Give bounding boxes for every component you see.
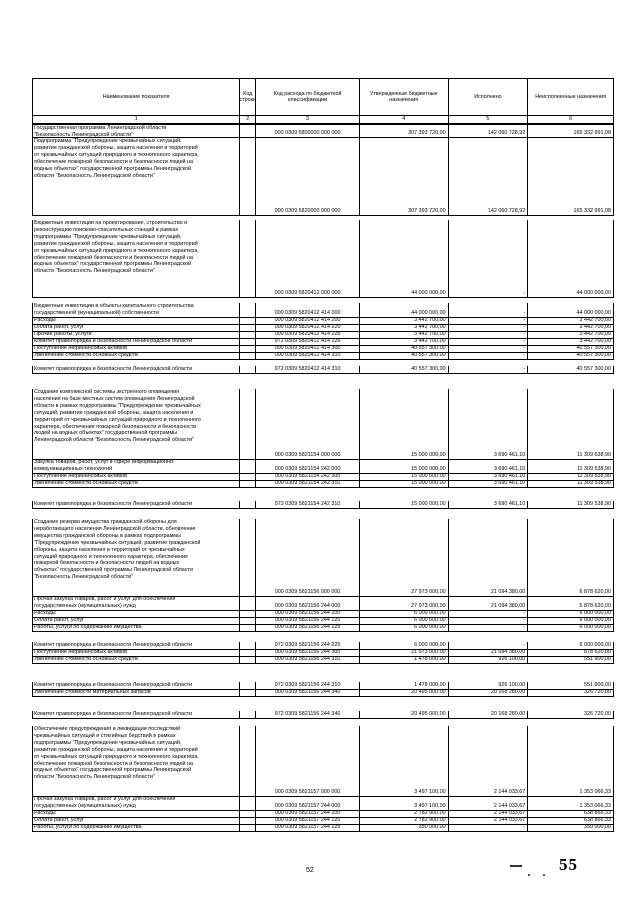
column-number: 4 <box>360 116 449 123</box>
row-budget-code: 000 0309 5821156 244 300 <box>256 649 360 656</box>
row-line-code <box>240 610 256 617</box>
row-approved: 6 000 000,00 <box>360 610 449 617</box>
table-row <box>32 303 614 318</box>
table-row <box>32 501 614 509</box>
row-budget-code: 972 0309 5821156 244 310 <box>256 682 360 689</box>
row-unexecuted: 11 309 538,90 <box>576 452 612 459</box>
row-approved: 3 497 100,00 <box>360 796 449 810</box>
row-unexecuted: 6 000 000,00 <box>579 642 612 649</box>
row-name: Расходы <box>33 610 240 617</box>
row-approved: 21 973 000,00 <box>360 649 449 656</box>
row-executed: 2 144 033,67 <box>449 817 529 824</box>
row-executed: 926 100,00 <box>449 682 529 689</box>
row-line-code <box>240 459 256 473</box>
row-approved: 27 973 000,00 <box>360 519 449 596</box>
row-name: Создание резерва имущества гражданской обороны для неработающего населения Ленинградской области, обновление имущества гражданской обороны в рамках подпрограммы "Предупреждение чрезвычайных ситуаций, развитие гражданской обороны, защита населения и территорий от чрезвычайных ситуаций природного и техногенного характера, обеспечение пожарной безопасности и безопасности людей на водных объектах" государственной программы Ленинградской области "Безопасность Ленинградской области" <box>33 519 240 596</box>
row-budget-code: 000 0309 5821156 244 000 <box>256 596 360 610</box>
row-approved: 3 442 700,00 <box>360 324 449 331</box>
row-executed: 3 690 461,10 <box>449 501 529 508</box>
table-row <box>32 389 614 460</box>
row-line-code <box>240 303 256 317</box>
row-executed: 3 690 461,10 <box>449 459 529 473</box>
row-approved: 307 393 720,00 <box>360 138 449 215</box>
row-executed: 142 060 728,92 <box>449 138 529 215</box>
row-line-code <box>240 138 256 215</box>
row-budget-code: 000 0309 5821157 244 225 <box>256 824 360 831</box>
row-budget-code: 972 0309 5820412 414 310 <box>256 366 360 373</box>
row-executed: 142 060 728,92 <box>449 125 529 137</box>
column-number: 3 <box>256 116 360 123</box>
row-unexecuted: 11 309 538,90 <box>576 466 612 473</box>
row-line-code <box>240 220 256 297</box>
row-budget-code: 000 0309 5821154 242 000 <box>256 459 360 473</box>
row-name: Поступление нефинансовых активов <box>33 649 240 656</box>
row-unexecuted: 551 900,00 <box>584 682 612 689</box>
header-budget-code: Код расхода по бюджетной классификации <box>256 79 360 115</box>
row-unexecuted: 326 720,00 <box>584 711 612 718</box>
column-number: 1 <box>33 116 240 123</box>
row-unexecuted: 11 309 538,90 <box>576 501 612 508</box>
row-budget-code: 000 0309 5821154 242 300 <box>256 473 360 480</box>
row-name: Бюджетные инвестиции на проектирование, строительство и реконструкцию поисково-спасательных станций в рамках подпрограммы "Предупреждение чрезвычайных ситуаций, развитие гражданской обороны, защита населения и территорий от чрезвычайных ситуаций природного и техногенного характера, обеспечение пожарной безопасности и безопасности людей на водных объектах" государственной программы Ленинградской области "Безопасность Ленинградской области" <box>33 220 240 297</box>
row-unexecuted: 3 442 700,00 <box>579 331 612 338</box>
row-name: Увеличение стоимости основных средств <box>33 352 240 359</box>
row-name: Подпрограмма "Предупреждение чрезвычайных ситуаций, развитие гражданской обороны, защита населения и территорий от чрезвычайных ситуаций природного и техногенного характера, обеспечение пожарной безопасности и безопасности людей на водных объектах" государственной программы Ленинградской области "Безопасность Ленинградской области" <box>33 138 240 215</box>
row-budget-code: 000 0309 5821156 244 200 <box>256 610 360 617</box>
row-budget-code: 000 0309 5821156 000 000 <box>256 519 360 596</box>
row-line-code <box>240 501 256 508</box>
row-name: Поступление нефинансовых активов <box>33 473 240 480</box>
row-executed: 2 144 033,67 <box>449 796 529 810</box>
row-line-code <box>240 711 256 718</box>
table-row <box>32 624 614 632</box>
row-unexecuted: 3 442 700,00 <box>579 324 612 331</box>
row-name: Расходы <box>33 810 240 817</box>
row-executed: - <box>449 331 529 338</box>
row-name: Комитет правопорядка и безопасности Ленинградской области <box>33 682 240 689</box>
row-approved: 1 478 000,00 <box>360 682 449 689</box>
row-unexecuted: 3 442 700,00 <box>579 338 612 345</box>
row-line-code <box>240 596 256 610</box>
row-executed: - <box>449 352 529 359</box>
row-budget-code: 000 0309 5800000 000 000 <box>256 125 360 137</box>
row-approved: 15 000 000,00 <box>360 480 449 487</box>
row-name: Бюджетные инвестиции в объекты капитального строительства государственной (муниципальной) собственности <box>33 303 240 317</box>
row-name: Комитет правопорядка и безопасности Ленинградской области <box>33 366 240 373</box>
row-unexecuted: 638 866,33 <box>584 817 612 824</box>
row-unexecuted: 44 000 000,00 <box>576 290 612 297</box>
table-row <box>32 352 614 360</box>
header-indicator-name: Наименование показателя <box>33 79 240 115</box>
row-executed: 21 094 380,00 <box>449 519 529 596</box>
row-line-code <box>240 642 256 649</box>
row-line-code <box>240 352 256 359</box>
row-name: Прочая закупка товаров, работ и услуг для обеспечения государственных (муниципальных) нужд <box>33 796 240 810</box>
row-name: Государственная программа Ленинградской области "Безопасность Ленинградской области" <box>33 125 240 137</box>
row-name: Оплата работ, услуг <box>33 817 240 824</box>
row-approved: 307 393 720,00 <box>360 125 449 137</box>
row-name: Работы, услуги по содержанию имущества <box>33 824 240 831</box>
row-line-code <box>240 389 256 459</box>
row-approved: 6 000 000,00 <box>360 617 449 624</box>
row-line-code <box>240 617 256 624</box>
row-line-code <box>240 682 256 689</box>
row-unexecuted: 638 866,33 <box>584 810 612 817</box>
row-executed: 3 690 461,10 <box>449 389 529 459</box>
table-row <box>32 220 614 298</box>
row-line-code <box>240 317 256 324</box>
row-name: Увеличение стоимости основных средств <box>33 480 240 487</box>
column-number: 6 <box>569 116 573 122</box>
row-executed: 2 144 033,67 <box>449 726 529 796</box>
row-approved: 15 000 000,00 <box>360 459 449 473</box>
row-budget-code: 000 0309 5821157 000 000 <box>256 726 360 796</box>
row-name: Работы, услуги по содержанию имущества <box>33 624 240 631</box>
row-budget-code: 000 0309 5820412 000 000 <box>256 220 360 297</box>
row-unexecuted: 6 878 620,00 <box>579 603 612 610</box>
row-approved: 6 000 000,00 <box>360 642 449 649</box>
row-approved: 40 557 300,00 <box>360 352 449 359</box>
row-name: Прочая закупка товаров, работ и услуг для обеспечения государственных (муниципальных) нужд <box>33 596 240 610</box>
row-approved: 3 442 700,00 <box>360 317 449 324</box>
row-unexecuted: 40 557 300,00 <box>576 366 612 373</box>
row-unexecuted: 11 309 538,90 <box>576 480 612 487</box>
row-line-code <box>240 345 256 352</box>
row-budget-code: 000 0309 5821154 000 000 <box>256 389 360 459</box>
row-approved: 2 782 900,00 <box>360 817 449 824</box>
row-executed: - <box>449 317 529 324</box>
row-line-code <box>240 519 256 596</box>
row-name: Закупка товаров, работ, услуг в сфере информационно- коммуникационных технологий <box>33 459 240 473</box>
row-unexecuted: 165 332 991,08 <box>573 130 612 137</box>
row-budget-code: 000 0309 5820412 414 300 <box>256 345 360 352</box>
row-budget-code: 972 0309 5821156 244 340 <box>256 711 360 718</box>
row-unexecuted: 3 442 700,00 <box>579 317 612 324</box>
row-approved: 15 000 000,00 <box>360 389 449 459</box>
row-budget-code: 000 0309 5821156 244 310 <box>256 656 360 663</box>
row-line-code <box>240 331 256 338</box>
row-budget-code: 000 0309 5821157 244 220 <box>256 817 360 824</box>
table-row <box>32 124 614 138</box>
row-unexecuted: 6 000 000,00 <box>579 624 612 631</box>
row-unexecuted: 40 557 300,00 <box>576 352 612 359</box>
row-approved: 20 495 000,00 <box>360 711 449 718</box>
row-name: Увеличение стоимости материальных запасов <box>33 689 240 696</box>
row-line-code <box>240 480 256 487</box>
table-row <box>32 519 614 597</box>
row-executed: - <box>449 824 529 831</box>
table-row <box>32 596 614 611</box>
row-executed: - <box>449 338 529 345</box>
row-unexecuted: 165 332 991,08 <box>573 208 612 215</box>
row-line-code <box>240 366 256 373</box>
row-name: Комитет правопорядка и безопасности Ленинградской области <box>33 711 240 718</box>
header-executed: Исполнено <box>449 79 529 115</box>
row-budget-code: 000 0309 5821157 244 000 <box>256 796 360 810</box>
row-approved: 20 495 000,00 <box>360 689 449 696</box>
row-executed: 20 168 280,00 <box>449 711 529 718</box>
row-executed: - <box>449 610 529 617</box>
table-row <box>32 824 614 832</box>
row-executed: - <box>449 624 529 631</box>
row-unexecuted: 1 353 066,33 <box>579 789 612 796</box>
row-approved: 15 000 000,00 <box>360 501 449 508</box>
row-budget-code: 000 0309 5820412 414 000 <box>256 303 360 317</box>
header-line-code: Код строки <box>240 79 256 115</box>
row-unexecuted: 6 000 000,00 <box>579 610 612 617</box>
table-row <box>32 689 614 697</box>
scan-mark <box>528 874 530 876</box>
row-approved: 3 497 100,00 <box>360 726 449 796</box>
row-approved: 2 782 900,00 <box>360 810 449 817</box>
row-name: Комитет правопорядка и безопасности Ленинградской области <box>33 642 240 649</box>
row-unexecuted: 44 000 000,00 <box>576 310 612 317</box>
row-approved: 1 478 000,00 <box>360 656 449 663</box>
row-approved: 6 000 000,00 <box>360 624 449 631</box>
row-unexecuted: 350 000,00 <box>584 824 612 831</box>
table-row <box>32 138 614 216</box>
row-line-code <box>240 624 256 631</box>
row-executed: - <box>449 220 529 297</box>
row-unexecuted: 11 309 538,90 <box>576 473 612 480</box>
table-row <box>32 711 614 719</box>
header-approved: Утвержденные бюджетные назначения <box>360 79 449 115</box>
row-executed: 3 690 461,10 <box>449 473 529 480</box>
row-executed: 21 094 380,00 <box>449 596 529 610</box>
row-approved: 350 000,00 <box>360 824 449 831</box>
row-name: Оплата работ, услуг <box>33 324 240 331</box>
table-row <box>32 796 614 811</box>
row-approved: 44 000 000,00 <box>360 220 449 297</box>
table-header <box>32 78 614 116</box>
row-unexecuted: 551 900,00 <box>584 656 612 663</box>
row-executed: - <box>449 303 529 317</box>
table-row <box>32 656 614 664</box>
row-budget-code: 000 0309 5820412 414 226 <box>256 331 360 338</box>
row-budget-code: 972 0309 5820412 414 226 <box>256 338 360 345</box>
scan-mark <box>510 865 522 867</box>
row-unexecuted: 6 878 620,00 <box>579 589 612 596</box>
row-executed: 20 168 280,00 <box>449 689 529 696</box>
row-name: Комитет правопорядка и безопасности Ленинградской области <box>33 501 240 508</box>
row-line-code <box>240 125 256 137</box>
row-approved: 3 442 700,00 <box>360 331 449 338</box>
scan-mark <box>543 874 545 876</box>
row-executed: - <box>449 617 529 624</box>
row-executed: 3 690 461,10 <box>449 480 529 487</box>
row-name: Увеличение стоимости основных средств <box>33 656 240 663</box>
table-row <box>32 366 614 374</box>
row-unexecuted: 326 720,00 <box>584 689 612 696</box>
row-name: Поступление нефинансовых активов <box>33 345 240 352</box>
row-budget-code: 000 0309 5821156 244 340 <box>256 689 360 696</box>
row-line-code <box>240 817 256 824</box>
row-executed: 2 144 033,67 <box>449 810 529 817</box>
column-number: 5 <box>449 116 529 123</box>
row-line-code <box>240 796 256 810</box>
header-unexecuted: Неисполненные назначения <box>535 94 607 100</box>
row-name: Прочие работы, услуги <box>33 331 240 338</box>
row-line-code <box>240 324 256 331</box>
row-budget-code: 000 0309 5821157 244 200 <box>256 810 360 817</box>
row-name: Создание комплексной системы экстренного оповещения населения на базе местных систем оповещения Ленинградской области в рамках подпрограммы "Предупреждение чрезвычайных ситуаций, развитие гражданской обороны, защита населения и территорий от чрезвычайных ситуаций природного и техногенного характера, обеспечение пожарной безопасности и безопасности людей на водных объектах" государственной программы Ленинградской области "Безопасность Ленинградской области" <box>33 389 240 459</box>
row-approved: 3 442 700,00 <box>360 338 449 345</box>
row-unexecuted: 40 557 300,00 <box>576 345 612 352</box>
handwritten-page-stamp: 55 <box>559 855 578 874</box>
row-line-code <box>240 473 256 480</box>
page-number: 52 <box>306 867 314 874</box>
row-budget-code: 000 0309 5821156 244 220 <box>256 617 360 624</box>
row-unexecuted: 878 620,00 <box>584 649 612 656</box>
row-budget-code: 000 0309 5820412 414 220 <box>256 324 360 331</box>
row-name: Оплата работ, услуг <box>33 617 240 624</box>
column-number: 2 <box>240 116 256 123</box>
row-line-code <box>240 656 256 663</box>
row-name: Комитет правопорядка и безопасности Ленинградской области <box>33 338 240 345</box>
row-approved: 44 000 000,00 <box>360 303 449 317</box>
row-budget-code: 000 0309 5820000 000 000 <box>256 138 360 215</box>
row-line-code <box>240 649 256 656</box>
row-line-code <box>240 338 256 345</box>
row-executed: - <box>449 366 529 373</box>
column-numbers <box>32 116 614 124</box>
row-line-code <box>240 810 256 817</box>
row-budget-code: 972 0309 5821156 244 225 <box>256 642 360 649</box>
table-row <box>32 480 614 488</box>
row-budget-code: 000 0309 5821154 242 310 <box>256 480 360 487</box>
row-line-code <box>240 726 256 796</box>
row-approved: 27 973 000,00 <box>360 596 449 610</box>
row-budget-code: 000 0309 5820412 414 310 <box>256 352 360 359</box>
row-budget-code: 000 0309 5821156 244 225 <box>256 624 360 631</box>
row-executed: - <box>449 324 529 331</box>
row-approved: 40 557 300,00 <box>360 345 449 352</box>
row-approved: 15 000 000,00 <box>360 473 449 480</box>
row-executed: 21 094 380,00 <box>449 649 529 656</box>
row-approved: 40 557 300,00 <box>360 366 449 373</box>
row-unexecuted: 1 353 066,33 <box>579 803 612 810</box>
row-budget-code: 000 0309 5820412 414 200 <box>256 317 360 324</box>
row-name: Обеспечение предупреждения и ликвидации последствий чрезвычайных ситуаций и стихийных бедствий в рамках подпрограммы "Предупреждение чрезвычайных ситуаций, развитие гражданской обороны, защита населения и территорий от чрезвычайных ситуаций природного и техногенного характера, обеспечение пожарной безопасности и безопасности людей на водных объектах" государственной программы Ленинградской области "Безопасность Ленинградской области" <box>33 726 240 796</box>
row-line-code <box>240 824 256 831</box>
row-line-code <box>240 689 256 696</box>
row-name: Расходы <box>33 317 240 324</box>
table-row <box>32 459 614 474</box>
row-executed: 926 100,00 <box>449 656 529 663</box>
row-executed: - <box>449 642 529 649</box>
row-executed: - <box>449 345 529 352</box>
row-unexecuted: 6 000 000,00 <box>579 617 612 624</box>
row-budget-code: 972 0309 5821154 242 310 <box>256 501 360 508</box>
table-row <box>32 726 614 797</box>
